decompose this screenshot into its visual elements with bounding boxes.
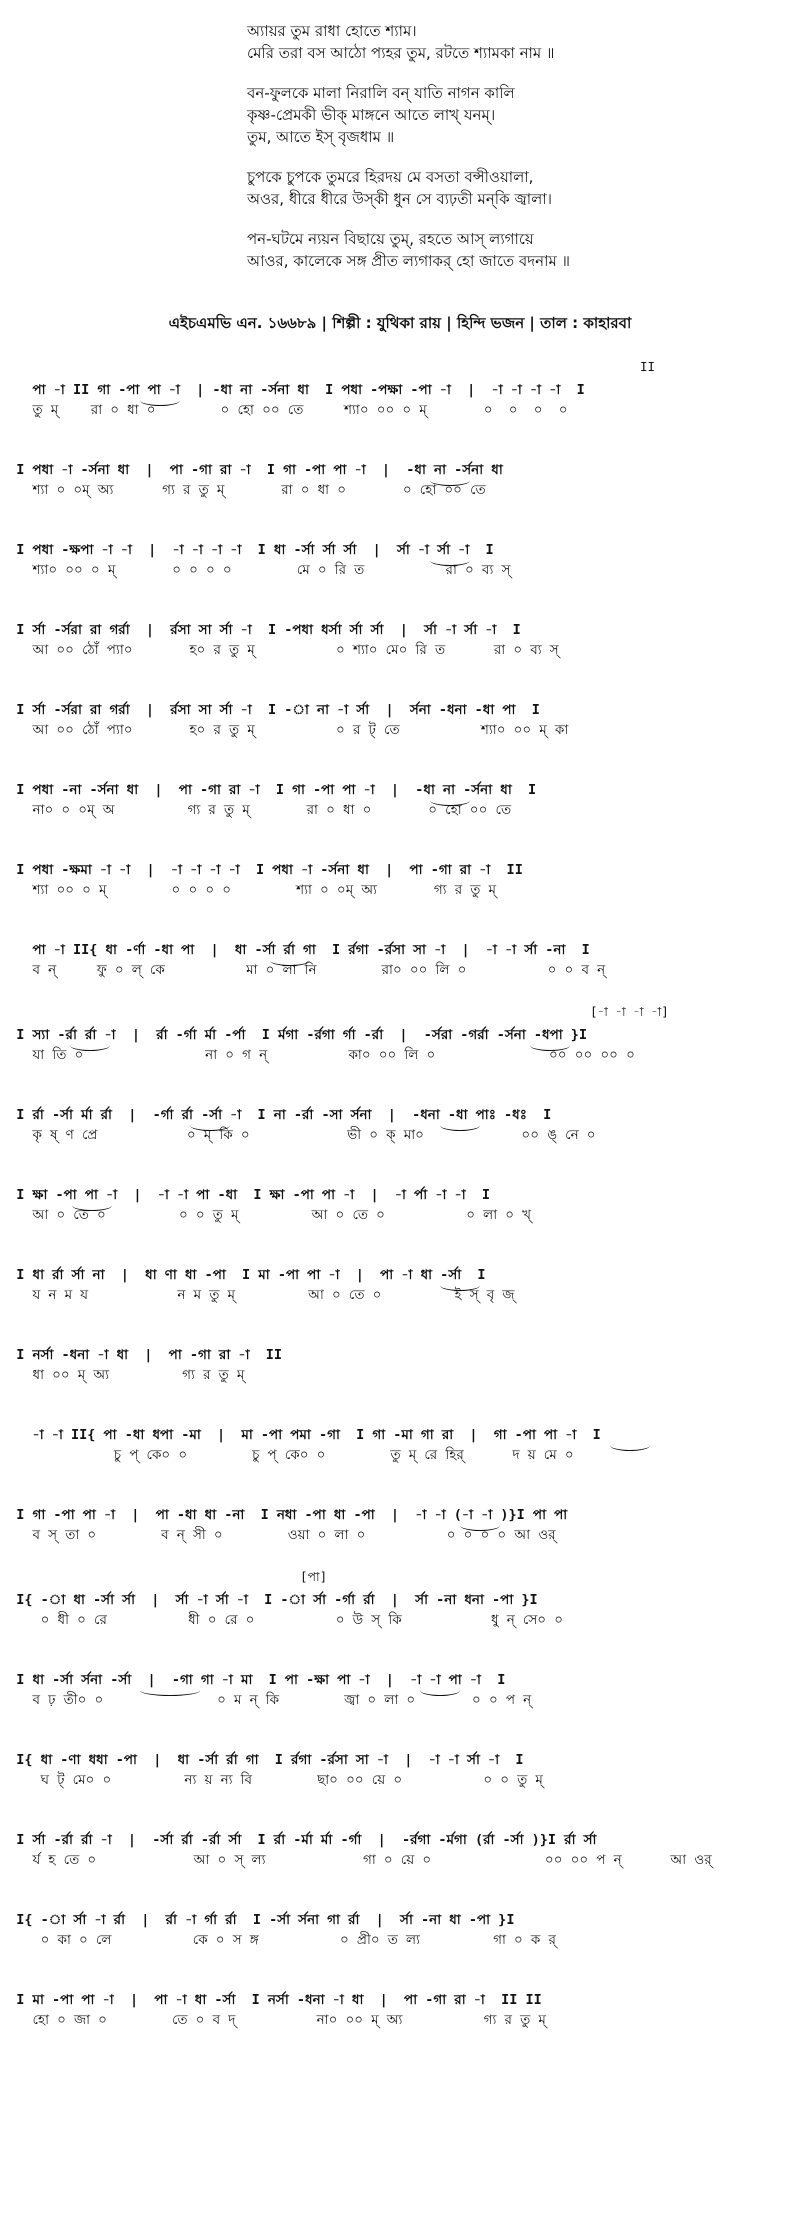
lyrics-stanza [247,166,767,210]
swara-line: I র্সা -র্সরা রা গর্রা | র্রসা সা র্সা -া I -া না -া র্সা | র্সনা -ধনা -ধা পা I [0,702,540,718]
lyrics-line: বন-ফুলকে মালা নিরালি বন্ যাতি নাগন কালি [247,84,515,102]
lyric-syllables: য ন ম য ন ম তু ম্ আ ০ তে ০ ই স্ বৃ জ্ [0,1287,515,1303]
notation-annotation: [-া -া -া -া] [590,1004,669,1019]
lyric-syllables: না০ ০ ০ম্ অ গ্য র তু ম্ রা ০ ধা ০ ০ হো ০০ তে [0,802,512,818]
swara-line: I স্যা -র্রা র্রা -া | র্রা -র্গা র্মা -র্পা I র্মগা -র্রগা র্গা -র্রা | -র্সরা -গর্রা -র্সনা -ধপা }I [0,1027,588,1043]
lyric-syllables: শ্যা ০ ০ম্ অ্য গ্য র তু ম্ রা ০ ধা ০ ০ হো ০০ তে [0,482,486,498]
swara-line: I পধা -া -র্সনা ধা | পা -গা রা -া I গা -পা পা -া | -ধা না -র্সনা ধা [0,462,503,478]
swara-line: I{ ধা -ণা ধধা -পা | ধা -র্সা র্রা গা I র্রগা -র্রসা সা -া | -া -া র্সা -া I [0,1752,524,1768]
lyric-syllables: শ্যা০ ০০ ০ ম্ ০ ০ ০ ০ মে ০ রি ত রা ০ ব্য স্ [0,562,511,578]
notation-row [0,525,800,585]
notation-row [0,359,800,425]
swara-line: পা -া II গা -পা পা -া | -ধা না -র্সনা ধা I পধা -পক্ষা -পা -া | -া -া -া -া I [0,382,585,398]
notation-row [0,845,800,905]
lyric-syllables: ০ কা ০ লে কে ০ স ঙ্গ ০ প্রী০ ত ল্য গা ০ ক র্ [0,1932,556,1948]
lyric-syllables: কৃ ষ্ ণ প্রে ০ ম্ কি ০ ভী ০ ক্ মা০ ০০ ঙ্ নে ০ [0,1127,596,1143]
notation-row [0,1735,800,1795]
swara-line: I{ -া ধা -র্সা র্সা | র্সা -া র্সা -া I -া র্সা -র্গা র্রা | র্সা -না ধনা -পা }I [0,1592,538,1608]
lyric-syllables: চু প্ কে০ ০ চু প্ কে০ ০ তু ম্ রে হির্ দ য় মে ০ [0,1447,574,1463]
lyric-syllables: হো ০ জা ০ তে ০ ব দ্ না০ ০০ ম্ অ্য গ্য র তু ম্ [0,2012,546,2028]
swara-line: I র্সা -র্সরা রা গর্রা | র্রসা সা র্সা -া I -পধা ধর্সা র্সা র্সা | র্সা -া র্সা -া I [0,622,521,638]
notation-row [0,1569,800,1635]
lyric-syllables: আ ০০ ঠোঁ প্যা০ হ০ র তু ম্ ০ র ট্ তে শ্যা০ ০০ ম্ কা [0,722,569,738]
lyrics-stanza [247,20,767,64]
lyric-syllables: ধা ০০ ম্ অ্য গ্য র তু ম্ [0,1367,245,1383]
lyrics-line: কৃষ্ণ-প্রেমকী ভীক্ মাঙ্গনে আতে লাখ্ যনম্। [247,106,496,124]
lyrics-stanza [247,82,767,148]
notation-annotation: II [640,359,656,374]
lyric-syllables: ০ ধী ০ রে ধী ০ রে ০ ০ উ স্ কি ধু ন্ সে০ ০ [0,1612,563,1628]
swara-line: I র্সা -র্রা র্রা -া | -র্সা র্রা -র্রা র্সা I র্রা -র্মা র্মা -র্গা | -র্রগা -র্মগা (র্রা -র্সা )}I র্রা র্সা [0,1832,597,1848]
lyric-syllables: আ ০ তে ০ ০ ০ তু ম্ আ ০ তে ০ ০ লা ০ খ্ [0,1207,532,1223]
notation-row [0,765,800,825]
lyric-syllables: আ ০০ ঠোঁ প্যা০ হ০ র তু ম্ ০ শ্যা০ মে০ রি ত রা ০ ব্য স্ [0,642,559,658]
notation-annotation: [পা] [300,1569,328,1584]
notation-row [0,685,800,745]
record-info: এইচএমভি এন. ১৬৬৮৯ | শিল্পী : যুথিকা রায় | হিন্দি ভজন | তাল : কাহারবা [168,314,632,332]
lyrics-line: আওর, কালেকে সঙ্গ প্রীত ল্যগাকর্ হো জাতে বদনাম ॥ [247,252,571,270]
swara-line: I র্রা -র্সা র্মা র্রা | -র্গা র্রা -র্সা -া I না -র্রা -সা র্সনা | -ধনা -ধা পাঃ -ধঃ I [0,1107,552,1123]
swara-line: I পধা -ক্ষমা -া -া | -া -া -া -া I পধা -া -র্সনা ধা | পা -গা রা -া II [0,862,523,878]
notation-row [0,1975,800,2035]
lyrics-line: অওর, ধীরে ধীরে উস্‌কী ধুন সে ব্যঢ়তী মন্‌কি জ্বালা। [247,190,553,208]
swara-line: I পধা -না -র্সনা ধা | পা -গা রা -া I গা -পা পা -া | -ধা না -র্সনা ধা I [0,782,537,798]
notation-row [0,1090,800,1150]
notation-row [0,1330,800,1390]
lyric-syllables: র্য হ তে ০ আ ০ স্ ল্য গা ০ য়ে ০ ০০ ০০ প ন্ আ ওর্ [0,1852,712,1868]
lyrics-block [247,20,767,290]
swara-line: I মা -পা পা -া | পা -া ধা -র্সা I নর্সা -ধনা -া ধা | পা -গা রা -া II II [0,1992,542,2008]
lyric-syllables: ঘ ট্ মে০ ০ ন্য য় ন্য বি ছা০ ০০ য়ে ০ ০ ০ তু ম্ [0,1772,543,1788]
lyrics-line: মেরি তরা বস আঠো প্যহর তুম, রটতে শ্যামকা নাম ॥ [247,44,555,62]
swara-line: I{ -া র্সা -া র্রা | র্রা -া র্গা র্রা I -র্সা র্সনা গা র্রা | র্সা -না ধা -পা }I [0,1912,515,1928]
lyrics-line: চুপকে চুপকে তুমরে হিরদয় মে বসতা বন্সীওয়ালা, [247,168,534,186]
swara-line: I পধা -ক্ষপা -া -া | -া -া -া -া I ধা -র্সা র্সা র্সা | র্সা -া র্সা -া I [0,542,494,558]
notation-row [0,1250,800,1310]
notation-row [0,1170,800,1230]
notation-row [0,1004,800,1070]
notation-row [0,1895,800,1955]
notation-row [0,1815,800,1875]
swara-line: I ধা র্রা র্সা না | ধা ণা ধা -পা I মা -পা পা -া | পা -া ধা -র্সা I [0,1267,486,1283]
swara-line: I গা -পা পা -া | পা -ধা ধা -না I নধা -পা ধা -পা | -া -া (-া -া )}I পা পা [0,1507,568,1523]
notation-row [0,1410,800,1470]
swara-line: পা -া II{ ধা -র্ণা -ধা পা | ধা -র্সা র্রা গা I র্রগা -র্রসা সা -া | -া -া র্সা -না I [0,942,590,958]
lyrics-line: পন-ঘটমে ন্যয়ন বিছায়ে তুম্, রহতে আস্ ল্যগায়ে [247,230,534,248]
lyric-syllables: ব ঢ় তী০ ০ ০ ম ন্ কি জ্বা ০ লা ০ ০ ০ প ন্ [0,1692,532,1708]
lyrics-line: তুম, আতে ইস্ বৃজধাম ॥ [247,128,395,146]
swara-line: I ক্ষা -পা পা -া | -া -া পা -ধা I ক্ষা -পা পা -া | -া র্পা -া -া I [0,1187,491,1203]
lyrics-stanza [247,228,767,272]
notation-row [0,1655,800,1715]
lyric-syllables: ব স্ তা ০ ব ন্ সী ০ ওয়া ০ লা ০ ০ ০ ০ ০ আ ওর্ [0,1527,556,1543]
swara-line: I ধা -র্সা র্সনা -র্সা | -গা গা -া মা I পা -ক্ষা পা -া | -া -া পা -া I [0,1672,506,1688]
notation-row [0,925,800,985]
swara-line: I নর্সা -ধনা -া ধা | পা -গা রা -া II [0,1347,282,1363]
lyrics-line: অ্যায়র তুম রাধা হোতে শ্যাম। [247,22,417,40]
notation-row [0,605,800,665]
swara-line: -া -া II{ পা -ধা ধপা -মা | মা -পা পমা -গা I গা -মা গা রা | গা -পা পা -া I [0,1427,601,1443]
notation-row [0,1490,800,1550]
notation-row [0,445,800,505]
lyric-syllables: যা তি ০ না ০ গ ন্ কা০ ০০ লি ০ ০০ ০০ ০০ ০ [0,1047,635,1063]
lyric-syllables: ব ন্ ফু ০ ল্ কে মা ০ লা নি রা০ ০০ লি ০ ০ ০ ব ন্ [0,962,606,978]
lyric-syllables: তু ম্ রা ০ ধা ০ ০ হো ০০ তে শ্যা০ ০০ ০ ম্ ০ ০ ০ ০ [0,402,568,418]
lyric-syllables: শ্যা ০০ ০ ম্ ০ ০ ০ ০ শ্যা ০ ০ম্ অ্য গ্য র তু ম্ [0,882,497,898]
